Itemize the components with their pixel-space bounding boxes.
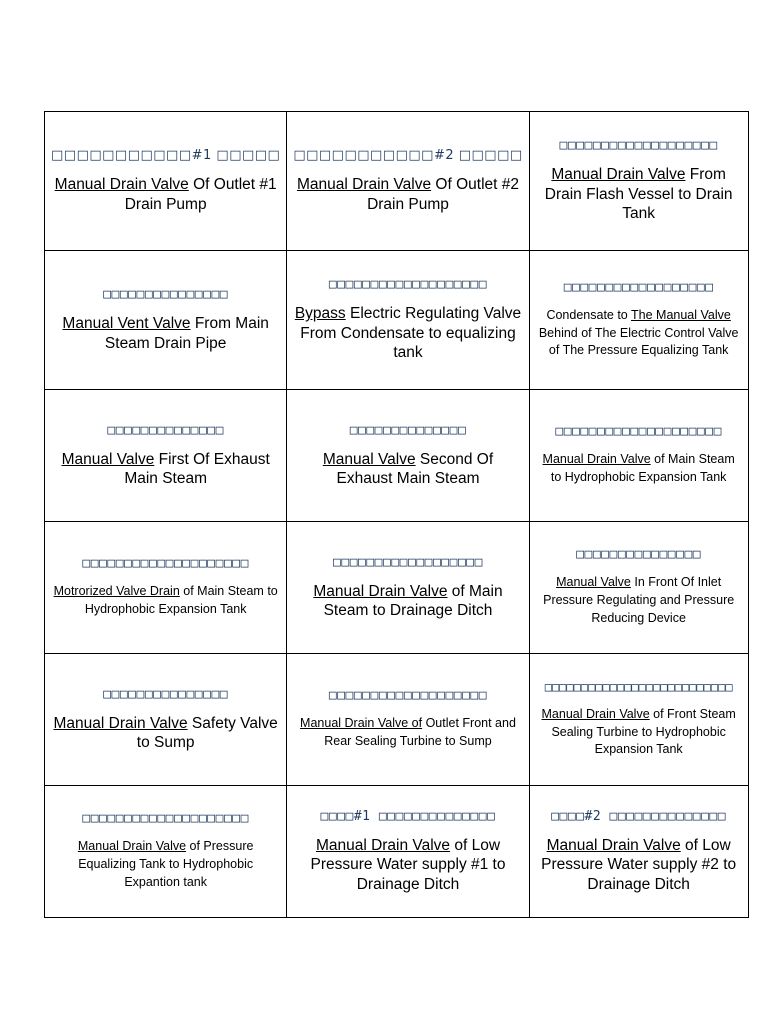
label-cell (45, 522, 287, 654)
valve-location: of Low Pressure Water supply #1 to Drainage Ditch (310, 836, 506, 893)
thai-label: □□□□□□□□□□□□□□ (349, 422, 467, 438)
thai-label: □□□□#2 □□□□□□□□□□□□□□ (551, 808, 727, 824)
valve-name: Bypass (294, 305, 346, 323)
valve-location: In Front Of Inlet Pressure Regulating and Pressure Reducing Device (543, 575, 735, 625)
valve-name: Manual Drain Valve (296, 176, 432, 194)
label-cell (529, 786, 748, 918)
valve-name: Manual Drain Valve (54, 176, 189, 194)
label-cell (529, 390, 748, 522)
thai-label: □□□□□□□□□□□□□□□ (576, 547, 702, 563)
label-cell (529, 654, 748, 786)
english-description (536, 706, 742, 759)
label-cell (287, 654, 529, 786)
label-cell (529, 522, 748, 654)
thai-label: □□□□□□□□□□□□□□□□□□ (333, 554, 483, 570)
valve-name: The Manual Valve (631, 307, 731, 322)
label-cell (287, 786, 529, 918)
english-description (536, 574, 742, 627)
label-cell (529, 251, 748, 390)
valve-location: Safety Valve to Sump (136, 714, 278, 751)
valve-name: Manual Drain Valve (541, 706, 650, 721)
label-cell (287, 522, 529, 654)
valve-name: Motrorized Valve Drain (53, 584, 180, 599)
thai-label: □□□□□□□□□□□□□□□□□□□□ (82, 811, 249, 827)
valve-location: of Low Pressure Water supply #2 to Drainage Ditch (541, 836, 737, 893)
valve-name: Manual Drain Valve (77, 839, 187, 854)
valve-label-grid (44, 111, 749, 918)
label-cell (287, 112, 529, 251)
valve-prefix: Condensate to (546, 307, 632, 322)
valve-location: of Front Steam Sealing Turbine to Hydrophobic Expansion Tank (551, 706, 736, 757)
valve-location: of Pressure Equalizing Tank to Hydrophobic Expantion tank (78, 839, 254, 889)
valve-location: First Of Exhaust Main Steam (124, 450, 270, 487)
english-description (293, 450, 522, 489)
thai-label: □□□□□□□□□□□□□□□ (103, 686, 229, 702)
english-description (536, 307, 742, 360)
valve-name: Manual Drain Valve (542, 452, 651, 467)
label-cell (287, 251, 529, 390)
thai-label: □□□□□□□□□□□□□□□□□□□□ (555, 424, 722, 440)
valve-location: From Drain Flash Vessel to Drain Tank (544, 166, 733, 223)
valve-location: Of Outlet #2 Drain Pump (367, 176, 519, 213)
thai-label: □□□□□□□□□□□#2 □□□□□ (293, 148, 523, 164)
label-cell (287, 390, 529, 522)
valve-name: Manual Drain Valve (53, 714, 188, 732)
valve-location: Outlet Front and Rear Sealing Turbine to Sump (324, 716, 516, 748)
label-cell (529, 112, 748, 251)
thai-label: □□□□□□□□□□□□□□□□□□□□□□□□□□ (544, 679, 733, 694)
valve-location: Of Outlet #1 Drain Pump (124, 176, 277, 213)
valve-location: of Main Steam to Hydrophobic Expansion Tank (84, 584, 278, 616)
thai-label: □□□□□□□□□□□□□□□□□□ (563, 279, 714, 295)
valve-name: Manual Valve (61, 450, 155, 468)
english-description (51, 175, 280, 214)
valve-location: From Main Steam Drain Pipe (104, 315, 269, 352)
thai-label: □□□□□□□□□□□□□□□□□□□ (328, 277, 488, 293)
english-description (293, 715, 522, 751)
english-description (51, 714, 280, 753)
thai-label: □□□□#1 □□□□□□□□□□□□□□ (320, 808, 496, 824)
valve-name: Manual Drain Valve of (300, 716, 423, 731)
label-cell (45, 390, 287, 522)
english-description (51, 838, 280, 891)
valve-name: Manual Drain Valve (315, 836, 451, 854)
valve-name: Manual Valve (556, 575, 631, 590)
english-description (51, 583, 280, 619)
valve-location: of Main Steam to Hydrophobic Expansion Tank (550, 452, 735, 484)
thai-label: □□□□□□□□□□□#1 □□□□□ (51, 148, 281, 164)
thai-label: □□□□□□□□□□□□□□□□□□□□ (82, 556, 249, 572)
valve-location: Second Of Exhaust Main Steam (336, 450, 494, 487)
label-cell (45, 786, 287, 918)
english-description (51, 314, 280, 353)
valve-name: Manual Drain Valve (546, 836, 681, 854)
valve-location: Electric Regulating Valve From Condensate to equalizing tank (300, 305, 522, 362)
label-cell (45, 654, 287, 786)
english-description (536, 451, 742, 487)
valve-name: Manual Valve (322, 450, 416, 468)
label-cell (45, 112, 287, 251)
thai-label: □□□□□□□□□□□□□□□ (103, 287, 229, 303)
english-description (536, 836, 742, 894)
english-description (293, 582, 522, 621)
valve-location: of Main Steam to Drainage Ditch (323, 582, 503, 619)
valve-name: Manual Vent Valve (62, 315, 191, 333)
valve-name: Manual Drain Valve (313, 582, 448, 600)
english-description (293, 836, 522, 894)
thai-label: □□□□□□□□□□□□□□□□□□□ (559, 138, 718, 154)
english-description (293, 304, 522, 362)
label-cell (45, 251, 287, 390)
thai-label: □□□□□□□□□□□□□□□□□□□ (328, 688, 488, 704)
english-description (536, 165, 742, 223)
english-description (51, 450, 280, 489)
english-description (293, 175, 522, 214)
thai-label: □□□□□□□□□□□□□□ (107, 422, 224, 438)
valve-name: Manual Drain Valve (551, 166, 686, 184)
valve-location: Behind of The Electric Control Valve of The Pressure Equalizing Tank (538, 325, 739, 358)
